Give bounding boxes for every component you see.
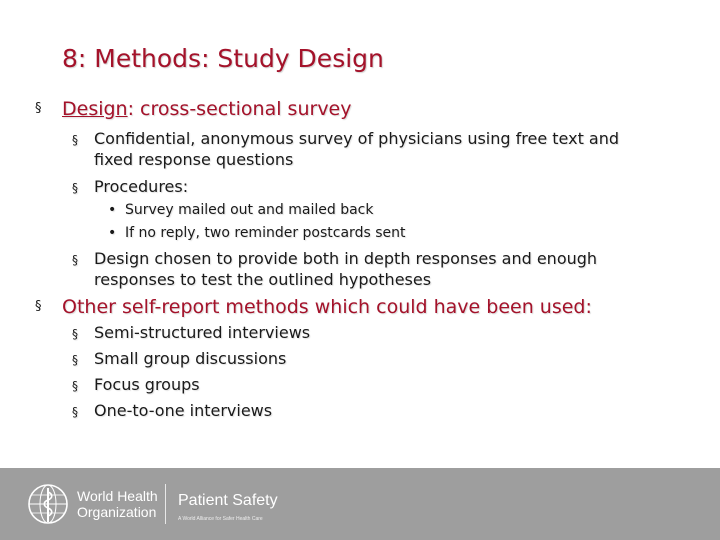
design-rest: : cross-sectional survey bbox=[127, 98, 352, 120]
procedure-text: Survey mailed out and mailed back bbox=[125, 202, 374, 218]
method-text: Semi-structured interviews bbox=[94, 323, 311, 342]
sub-bullet-survey bbox=[72, 128, 672, 170]
method-item bbox=[72, 322, 672, 343]
method-text: One-to-one interviews bbox=[94, 401, 273, 420]
dot-bullet-icon: • bbox=[108, 225, 117, 241]
procedure-text: If no reply, two reminder postcards sent bbox=[125, 225, 406, 241]
who-emblem-icon bbox=[26, 482, 70, 526]
sub-bullet-procedures bbox=[72, 176, 672, 197]
method-item bbox=[72, 400, 672, 421]
square-bullet-icon: § bbox=[72, 353, 78, 367]
sub-bullet-design-reason bbox=[72, 248, 672, 290]
sub-bullet-text: Design chosen to provide both in depth responses and enough responses to test the outlined hypotheses bbox=[94, 249, 598, 289]
method-text: Focus groups bbox=[94, 375, 200, 394]
square-bullet-icon: § bbox=[72, 405, 78, 419]
sub-bullet-text: Confidential, anonymous survey of physicians using free text and fixed response questions bbox=[94, 129, 620, 169]
square-bullet-icon: § bbox=[72, 379, 78, 393]
dot-bullet-icon: • bbox=[108, 202, 117, 218]
footer-divider bbox=[165, 484, 166, 524]
method-item bbox=[72, 348, 672, 369]
slide-title: 8: Methods: Study Design bbox=[62, 44, 384, 73]
square-bullet-icon: § bbox=[72, 133, 78, 147]
other-methods-heading: Other self-report methods which could have been used: bbox=[62, 296, 592, 318]
who-name: World Health Organization bbox=[77, 488, 158, 520]
patient-safety-tagline: A World Alliance for Safer Health Care bbox=[178, 516, 263, 522]
square-bullet-icon: § bbox=[35, 299, 42, 314]
method-item bbox=[72, 374, 672, 395]
method-text: Small group discussions bbox=[94, 349, 287, 368]
footer-bar bbox=[0, 468, 720, 540]
sub-bullet-text: Procedures: bbox=[94, 177, 189, 196]
patient-safety-title: Patient Safety bbox=[178, 492, 278, 509]
square-bullet-icon: § bbox=[72, 327, 78, 341]
square-bullet-icon: § bbox=[72, 253, 78, 267]
square-bullet-icon: § bbox=[35, 101, 42, 116]
square-bullet-icon: § bbox=[72, 181, 78, 195]
design-label: Design bbox=[62, 98, 128, 120]
design-text bbox=[62, 98, 352, 120]
